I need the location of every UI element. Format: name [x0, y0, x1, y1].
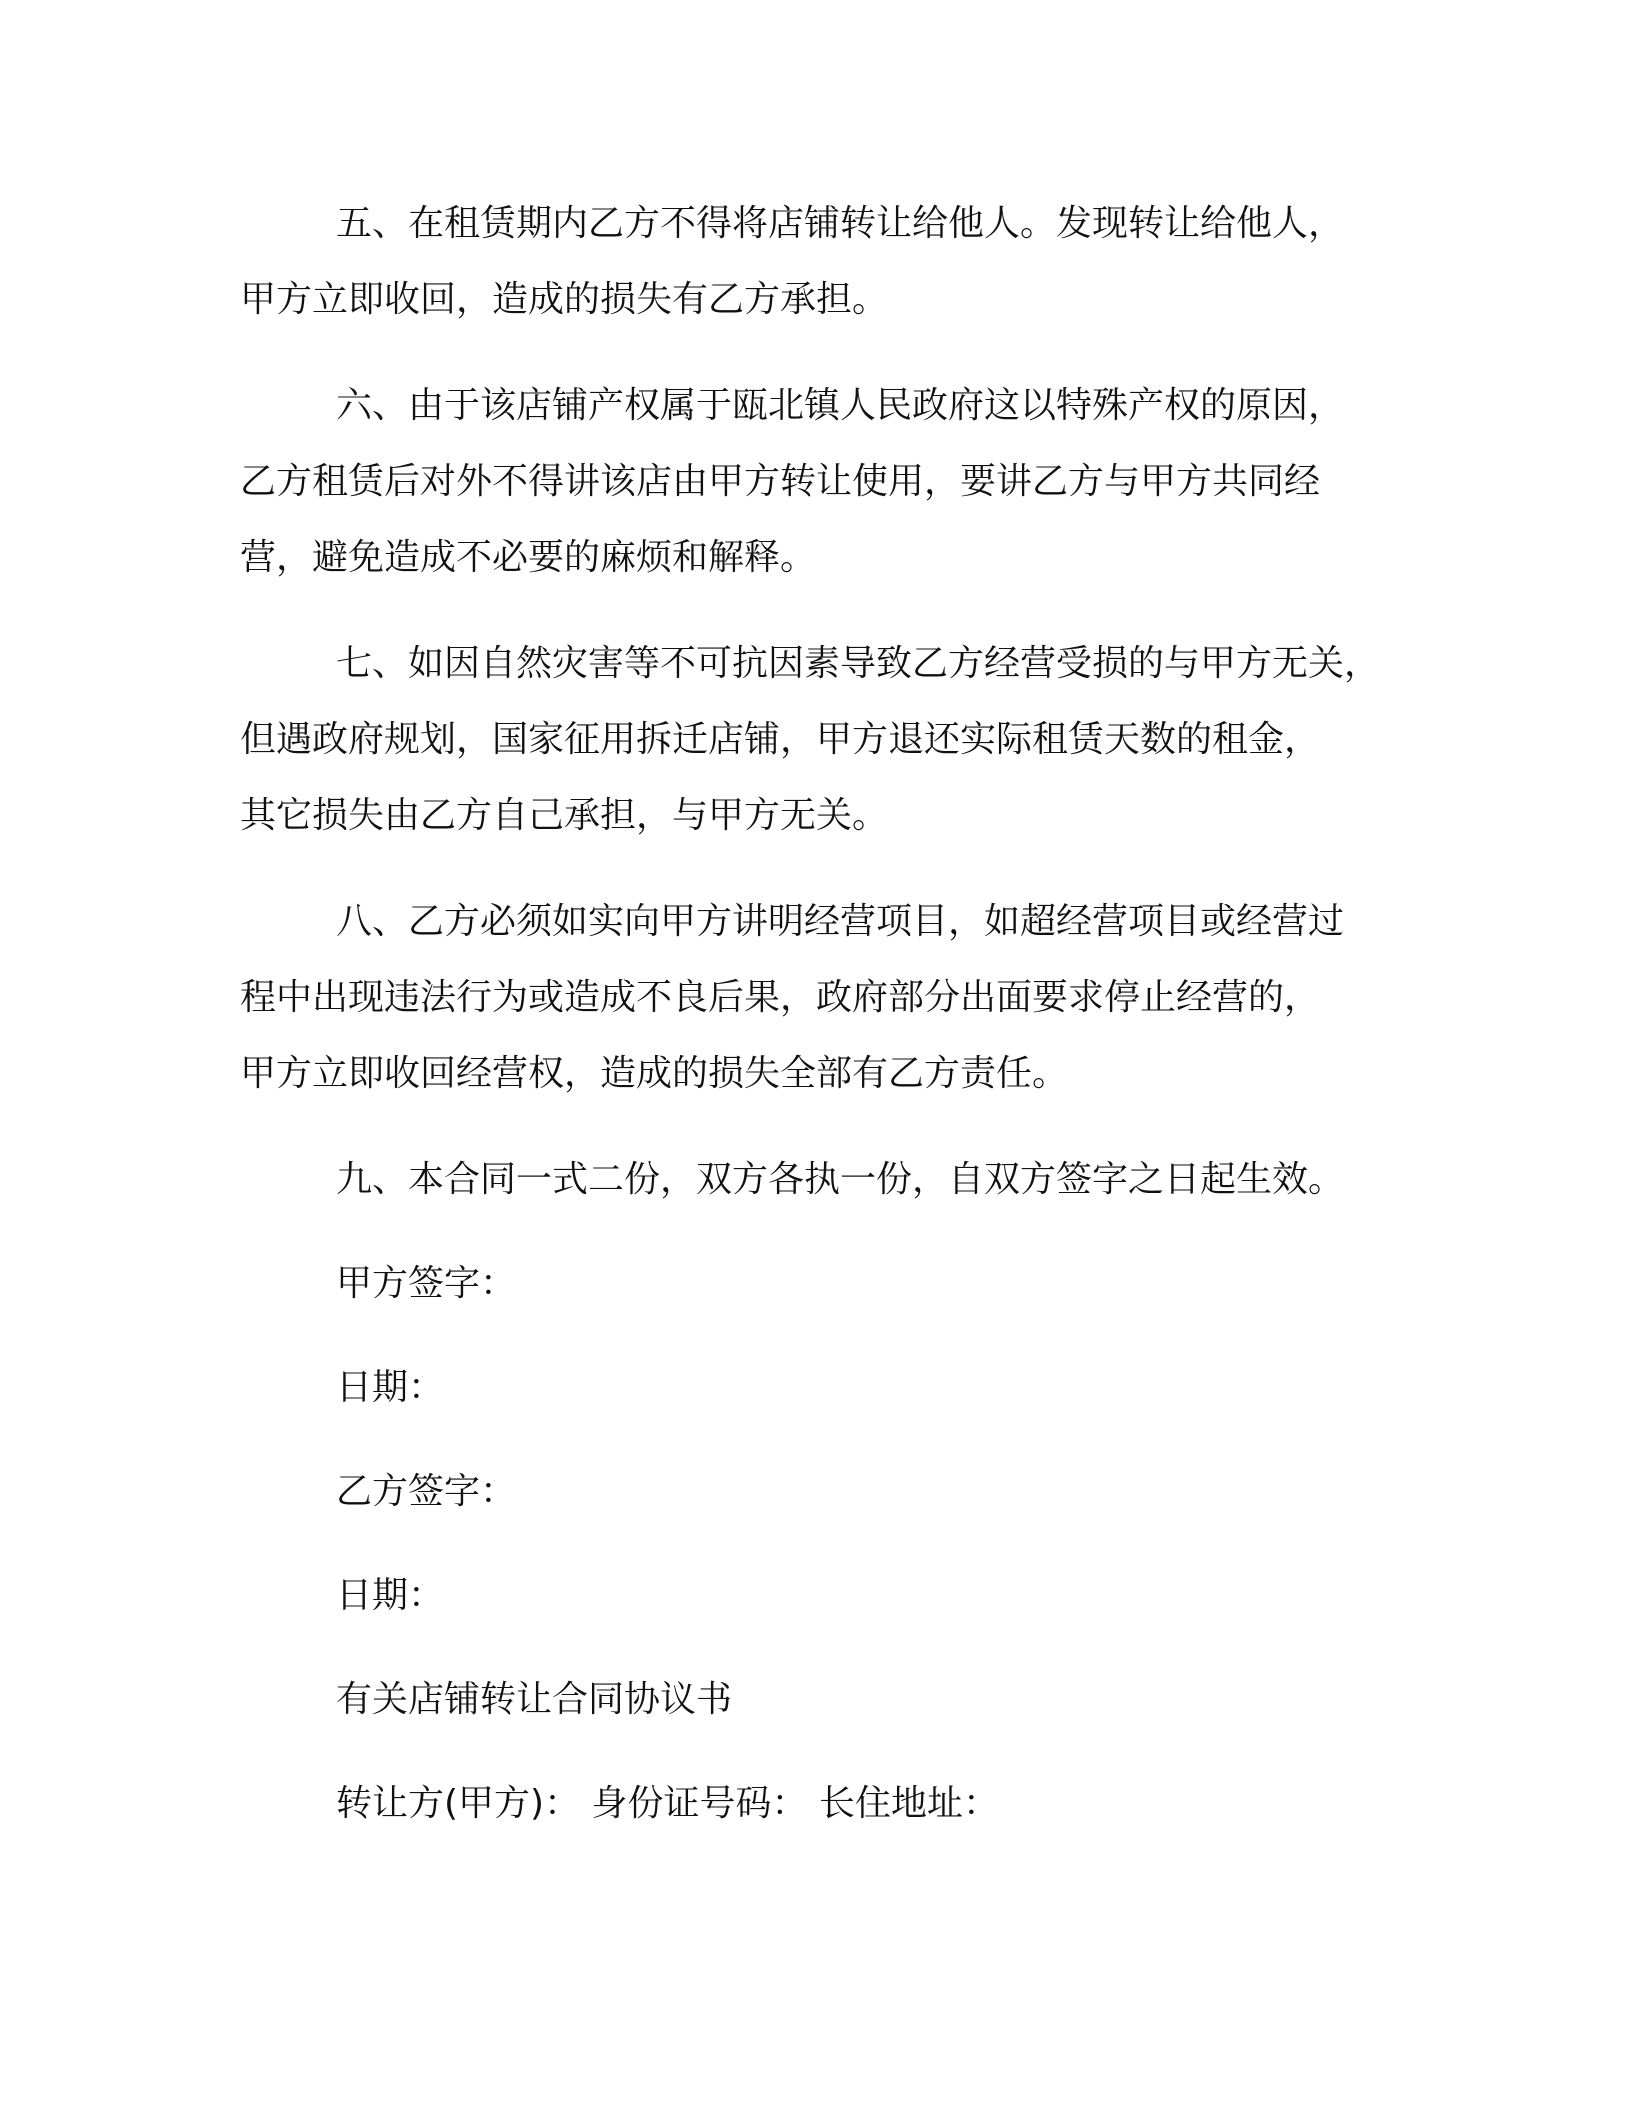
document-body	[240, 186, 1420, 1870]
transferor-info-line: 转让方(甲方)： 身份证号码： 长住地址：	[336, 1783, 999, 1824]
clause-five-line-2: 甲方立即收回，造成的损失有乙方承担。	[240, 279, 889, 320]
clause-eight	[240, 884, 1420, 1112]
clause-six-line-1: 六、由于该店铺产权属于瓯北镇人民政府这以特殊产权的原因，	[336, 385, 1345, 426]
party-b-date-label: 日期：	[336, 1575, 445, 1616]
clause-eight-line-1: 八、乙方必须如实向甲方讲明经营项目，如超经营项目或经营过	[336, 901, 1345, 942]
clause-six-line-3: 营，避免造成不必要的麻烦和解释。	[240, 537, 817, 578]
clause-eight-line-2: 程中出现违法行为或造成不良后果，政府部分出面要求停止经营的，	[240, 977, 1321, 1018]
section-title: 有关店铺转让合同协议书	[336, 1679, 733, 1720]
clause-seven-line-2: 但遇政府规划，国家征用拆迁店铺，甲方退还实际租赁天数的租金，	[240, 719, 1321, 760]
clause-seven	[240, 626, 1420, 854]
clause-six	[240, 368, 1420, 596]
clause-six-line-2: 乙方租赁后对外不得讲该店由甲方转让使用，要讲乙方与甲方共同经	[240, 461, 1321, 502]
clause-five	[240, 186, 1420, 338]
clause-seven-line-1: 七、如因自然灾害等不可抗因素导致乙方经营受损的与甲方无关，	[336, 643, 1381, 684]
clause-nine: 九、本合同一式二份，双方各执一份，自双方签字之日起生效。	[336, 1159, 1345, 1200]
party-b-signature-label: 乙方签字：	[336, 1471, 517, 1512]
clause-five-line-1: 五、在租赁期内乙方不得将店铺转让给他人。发现转让给他人，	[336, 203, 1345, 244]
party-a-signature-label: 甲方签字：	[336, 1263, 517, 1304]
clause-seven-line-3: 其它损失由乙方自己承担，与甲方无关。	[240, 795, 889, 836]
party-a-date-label: 日期：	[336, 1367, 445, 1408]
clause-eight-line-3: 甲方立即收回经营权，造成的损失全部有乙方责任。	[240, 1053, 1069, 1094]
